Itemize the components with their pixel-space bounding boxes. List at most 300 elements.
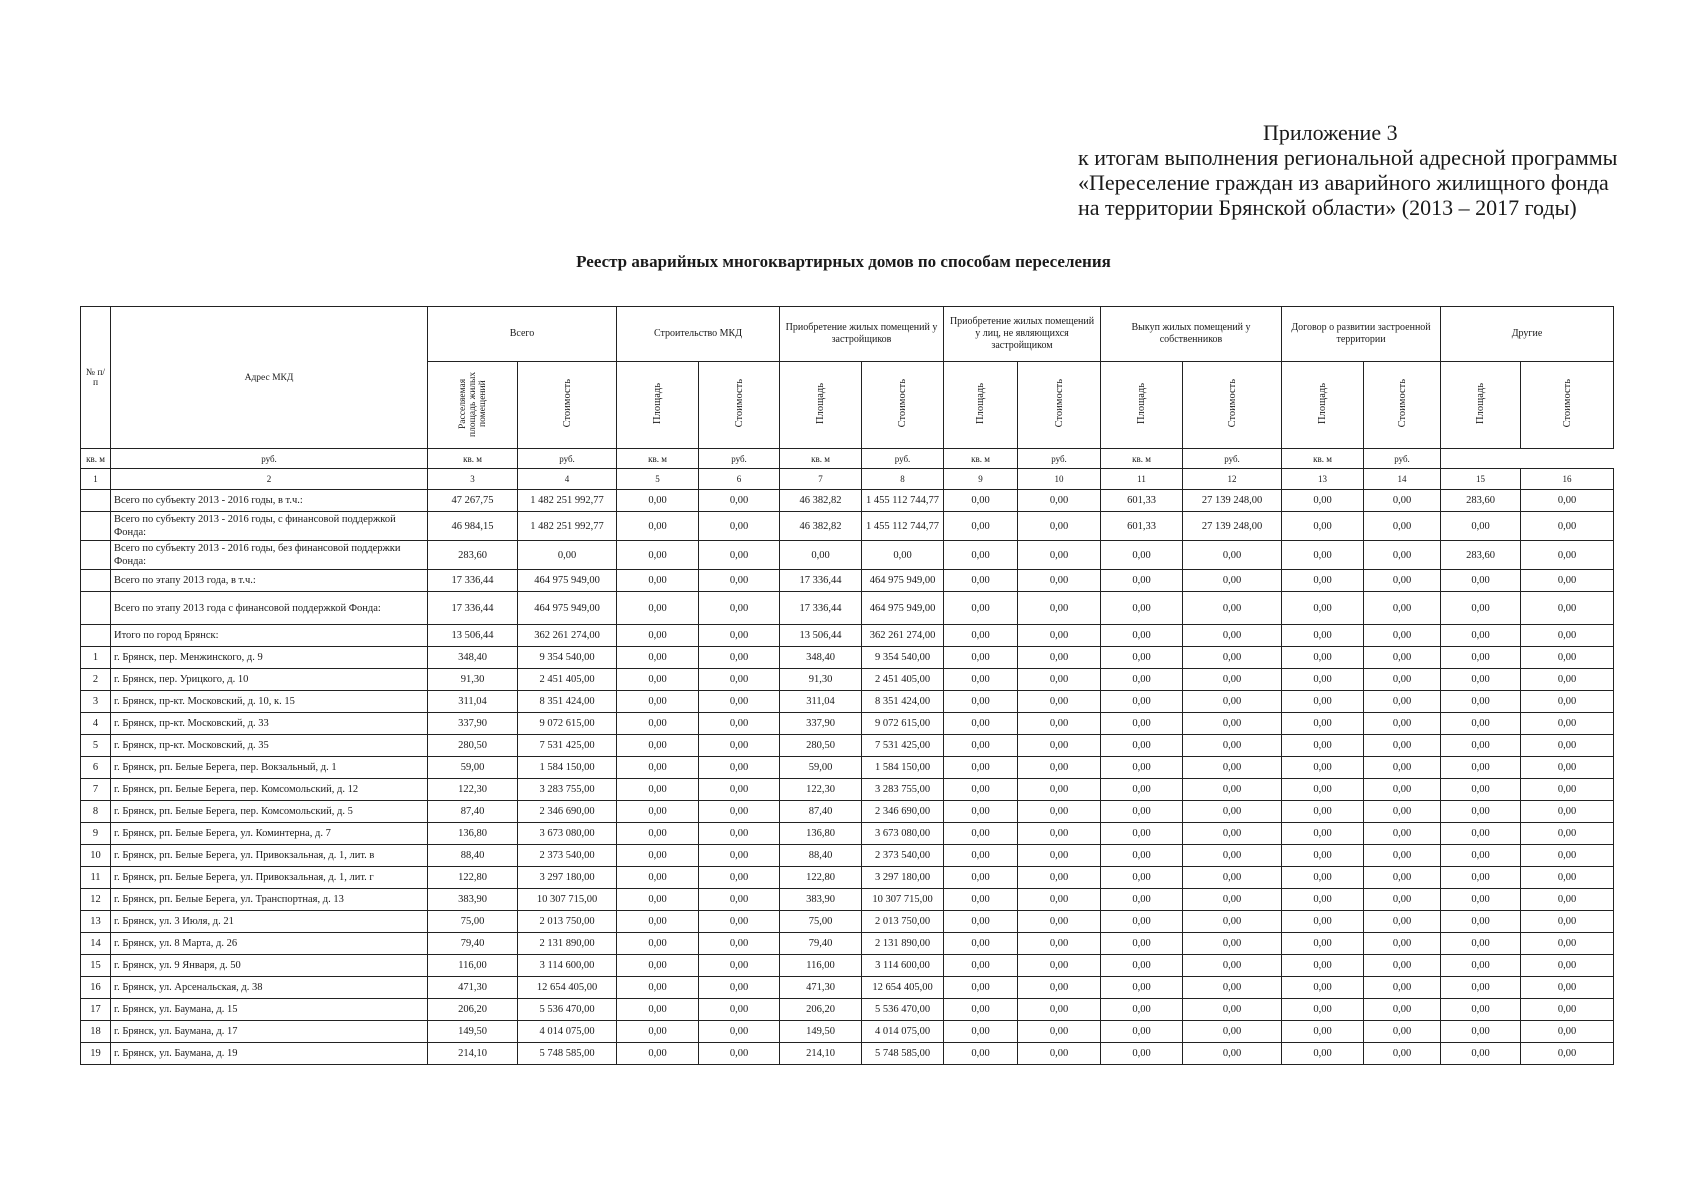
value-cell: 0,00 <box>1018 977 1101 999</box>
value-cell: 3 297 180,00 <box>518 867 617 889</box>
value-cell: 0,00 <box>1282 669 1364 691</box>
value-cell: 0,00 <box>1183 999 1282 1021</box>
value-cell: 2 373 540,00 <box>518 845 617 867</box>
value-cell: 79,40 <box>780 933 862 955</box>
registry-table <box>80 306 1614 1065</box>
col-header-number: № п/п <box>81 307 111 449</box>
value-cell: 0,00 <box>1018 1021 1101 1043</box>
table-row <box>81 845 1614 867</box>
value-cell: 464 975 949,00 <box>518 592 617 625</box>
table-row <box>81 735 1614 757</box>
subheader-cell <box>1018 362 1101 449</box>
unit-cell: руб. <box>518 449 617 469</box>
value-cell: 0,00 <box>1441 845 1521 867</box>
table-row <box>81 933 1614 955</box>
appendix-line: к итогам выполнения региональной адресной программы <box>1078 145 1618 170</box>
value-cell: 0,00 <box>617 490 699 512</box>
value-cell: 0,00 <box>1183 779 1282 801</box>
value-cell: 0,00 <box>1018 823 1101 845</box>
row-address: г. Брянск, ул. Баумана, д. 15 <box>111 999 428 1021</box>
subheader-label: Стоимость <box>561 379 573 428</box>
value-cell: 0,00 <box>699 691 780 713</box>
value-cell: 2 451 405,00 <box>862 669 944 691</box>
value-cell: 0,00 <box>1282 691 1364 713</box>
value-cell: 0,00 <box>1183 977 1282 999</box>
value-cell: 0,00 <box>1018 541 1101 570</box>
value-cell: 0,00 <box>1521 845 1614 867</box>
value-cell: 0,00 <box>1101 1021 1183 1043</box>
unit-cell: кв. м <box>780 449 862 469</box>
value-cell: 0,00 <box>1101 911 1183 933</box>
value-cell: 0,00 <box>617 867 699 889</box>
subheader-cell <box>518 362 617 449</box>
value-cell: 59,00 <box>780 757 862 779</box>
row-address: г. Брянск, пер. Менжинского, д. 9 <box>111 647 428 669</box>
value-cell: 0,00 <box>1282 592 1364 625</box>
value-cell: 5 536 470,00 <box>862 999 944 1021</box>
value-cell: 0,00 <box>1521 691 1614 713</box>
value-cell: 12 654 405,00 <box>518 977 617 999</box>
value-cell: 1 584 150,00 <box>862 757 944 779</box>
row-address: г. Брянск, рп. Белые Берега, ул. Привокзальная, д. 1, лит. г <box>111 867 428 889</box>
value-cell: 0,00 <box>1018 512 1101 541</box>
value-cell: 0,00 <box>1521 801 1614 823</box>
row-number: 17 <box>81 999 111 1021</box>
value-cell: 0,00 <box>1018 669 1101 691</box>
appendix-line: «Переселение граждан из аварийного жилищного фонда <box>1078 170 1609 195</box>
column-number-cell: 16 <box>1521 469 1614 490</box>
value-cell: 337,90 <box>780 713 862 735</box>
unit-cell: руб. <box>699 449 780 469</box>
value-cell: 0,00 <box>1018 625 1101 647</box>
value-cell: 0,00 <box>944 867 1018 889</box>
subheader-label: Стоимость <box>1561 379 1573 428</box>
value-cell: 0,00 <box>1441 1043 1521 1065</box>
value-cell: 3 114 600,00 <box>862 955 944 977</box>
row-number <box>81 512 111 541</box>
value-cell: 88,40 <box>780 845 862 867</box>
value-cell: 0,00 <box>617 669 699 691</box>
row-address: г. Брянск, рп. Белые Берега, пер. Комсомольский, д. 5 <box>111 801 428 823</box>
unit-cell: руб. <box>1183 449 1282 469</box>
column-number-cell: 6 <box>699 469 780 490</box>
row-address: г. Брянск, пер. Урицкого, д. 10 <box>111 669 428 691</box>
value-cell: 0,00 <box>1018 592 1101 625</box>
value-cell: 0,00 <box>1183 570 1282 592</box>
row-address: г. Брянск, рп. Белые Берега, ул. Привокзальная, д. 1, лит. в <box>111 845 428 867</box>
value-cell: 0,00 <box>1018 845 1101 867</box>
value-cell: 464 975 949,00 <box>862 570 944 592</box>
value-cell: 0,00 <box>1282 647 1364 669</box>
value-cell: 0,00 <box>699 867 780 889</box>
row-number: 2 <box>81 669 111 691</box>
value-cell: 87,40 <box>780 801 862 823</box>
value-cell: 471,30 <box>428 977 518 999</box>
value-cell: 0,00 <box>944 911 1018 933</box>
row-address: Всего по субъекту 2013 - 2016 годы, без финансовой поддержки Фонда: <box>111 541 428 570</box>
value-cell: 0,00 <box>1183 625 1282 647</box>
value-cell: 0,00 <box>1101 713 1183 735</box>
subheader-cell <box>1282 362 1364 449</box>
subheader-cell <box>617 362 699 449</box>
value-cell: 0,00 <box>699 669 780 691</box>
table-row <box>81 1021 1614 1043</box>
value-cell: 0,00 <box>699 801 780 823</box>
value-cell: 464 975 949,00 <box>862 592 944 625</box>
unit-cell: кв. м <box>617 449 699 469</box>
value-cell: 0,00 <box>1183 713 1282 735</box>
value-cell: 0,00 <box>1282 757 1364 779</box>
subheader-label: Стоимость <box>1396 379 1408 428</box>
value-cell: 0,00 <box>1183 801 1282 823</box>
value-cell: 75,00 <box>780 911 862 933</box>
value-cell: 5 536 470,00 <box>518 999 617 1021</box>
value-cell: 136,80 <box>428 823 518 845</box>
subheader-cell <box>1183 362 1282 449</box>
value-cell: 0,00 <box>944 713 1018 735</box>
value-cell: 362 261 274,00 <box>518 625 617 647</box>
value-cell: 0,00 <box>1441 823 1521 845</box>
value-cell: 75,00 <box>428 911 518 933</box>
value-cell: 3 673 080,00 <box>862 823 944 845</box>
value-cell: 0,00 <box>1282 955 1364 977</box>
value-cell: 3 283 755,00 <box>518 779 617 801</box>
value-cell: 0,00 <box>1521 625 1614 647</box>
value-cell: 0,00 <box>1101 541 1183 570</box>
value-cell: 0,00 <box>1364 691 1441 713</box>
row-number <box>81 541 111 570</box>
appendix-line: Приложение 3 <box>1263 120 1398 145</box>
subheader-cell <box>944 362 1018 449</box>
value-cell: 0,00 <box>1018 570 1101 592</box>
value-cell: 0,00 <box>1282 735 1364 757</box>
value-cell: 0,00 <box>617 592 699 625</box>
value-cell: 0,00 <box>1183 735 1282 757</box>
value-cell: 280,50 <box>780 735 862 757</box>
table-row <box>81 669 1614 691</box>
value-cell: 0,00 <box>1101 735 1183 757</box>
row-number: 15 <box>81 955 111 977</box>
value-cell: 0,00 <box>1018 647 1101 669</box>
table-row <box>81 911 1614 933</box>
subheader-label: Стоимость <box>1226 379 1238 428</box>
value-cell: 280,50 <box>428 735 518 757</box>
value-cell: 348,40 <box>780 647 862 669</box>
unit-cell: руб. <box>862 449 944 469</box>
table-header <box>81 307 1614 490</box>
value-cell: 0,00 <box>1183 933 1282 955</box>
value-cell: 12 654 405,00 <box>862 977 944 999</box>
value-cell: 149,50 <box>780 1021 862 1043</box>
value-cell: 27 139 248,00 <box>1183 512 1282 541</box>
registry-title: Реестр аварийных многоквартирных домов по способам переселения <box>576 252 1111 271</box>
value-cell: 91,30 <box>428 669 518 691</box>
value-cell: 0,00 <box>1521 1043 1614 1065</box>
value-cell: 0,00 <box>1101 1043 1183 1065</box>
value-cell: 0,00 <box>1364 735 1441 757</box>
value-cell: 0,00 <box>1282 977 1364 999</box>
row-number <box>81 592 111 625</box>
value-cell: 0,00 <box>1282 933 1364 955</box>
value-cell: 311,04 <box>428 691 518 713</box>
row-number: 1 <box>81 647 111 669</box>
value-cell: 0,00 <box>944 570 1018 592</box>
value-cell: 0,00 <box>1441 889 1521 911</box>
group-header: Строительство МКД <box>617 307 780 362</box>
value-cell: 0,00 <box>1521 512 1614 541</box>
value-cell: 0,00 <box>1441 625 1521 647</box>
value-cell: 0,00 <box>944 845 1018 867</box>
value-cell: 4 014 075,00 <box>518 1021 617 1043</box>
value-cell: 0,00 <box>1183 669 1282 691</box>
value-cell: 0,00 <box>1018 889 1101 911</box>
value-cell: 0,00 <box>1441 570 1521 592</box>
value-cell: 0,00 <box>1101 801 1183 823</box>
value-cell: 0,00 <box>1521 889 1614 911</box>
unit-cell: кв. м <box>944 449 1018 469</box>
unit-cell: руб. <box>111 449 428 469</box>
value-cell: 0,00 <box>1364 955 1441 977</box>
value-cell: 0,00 <box>1282 1021 1364 1043</box>
value-cell: 383,90 <box>428 889 518 911</box>
value-cell: 0,00 <box>1364 757 1441 779</box>
value-cell: 0,00 <box>1183 955 1282 977</box>
value-cell: 0,00 <box>699 490 780 512</box>
value-cell: 0,00 <box>617 845 699 867</box>
row-number: 6 <box>81 757 111 779</box>
row-address: г. Брянск, ул. Арсенальская, д. 38 <box>111 977 428 999</box>
value-cell: 0,00 <box>1521 1021 1614 1043</box>
value-cell: 0,00 <box>1018 955 1101 977</box>
row-address: г. Брянск, ул. Баумана, д. 17 <box>111 1021 428 1043</box>
value-cell: 0,00 <box>1101 757 1183 779</box>
value-cell: 0,00 <box>944 823 1018 845</box>
value-cell: 0,00 <box>1183 691 1282 713</box>
value-cell: 0,00 <box>1364 933 1441 955</box>
value-cell: 46 382,82 <box>780 490 862 512</box>
value-cell: 0,00 <box>1183 845 1282 867</box>
value-cell: 283,60 <box>1441 490 1521 512</box>
value-cell: 0,00 <box>1441 801 1521 823</box>
value-cell: 0,00 <box>1441 977 1521 999</box>
value-cell: 0,00 <box>1018 911 1101 933</box>
value-cell: 0,00 <box>617 647 699 669</box>
value-cell: 116,00 <box>428 955 518 977</box>
row-number: 13 <box>81 911 111 933</box>
value-cell: 0,00 <box>1364 999 1441 1021</box>
value-cell: 0,00 <box>1364 977 1441 999</box>
value-cell: 0,00 <box>617 955 699 977</box>
subheader-label: Площадь <box>815 383 826 424</box>
group-header: Приобретение жилых помещений у лиц, не являющихся застройщиком <box>944 307 1101 362</box>
value-cell: 0,00 <box>1101 691 1183 713</box>
value-cell: 4 014 075,00 <box>862 1021 944 1043</box>
value-cell: 0,00 <box>699 977 780 999</box>
row-number: 7 <box>81 779 111 801</box>
value-cell: 2 013 750,00 <box>518 911 617 933</box>
subheader-label: Стоимость <box>897 379 908 428</box>
value-cell: 0,00 <box>1364 911 1441 933</box>
row-address: Всего по субъекту 2013 - 2016 годы, в т.ч.: <box>111 490 428 512</box>
unit-cell: кв. м <box>428 449 518 469</box>
value-cell: 0,00 <box>1364 713 1441 735</box>
column-number-cell: 2 <box>111 469 428 490</box>
value-cell: 0,00 <box>1364 1021 1441 1043</box>
row-address: Всего по этапу 2013 года, в т.ч.: <box>111 570 428 592</box>
value-cell: 464 975 949,00 <box>518 570 617 592</box>
value-cell: 8 351 424,00 <box>518 691 617 713</box>
value-cell: 0,00 <box>944 1043 1018 1065</box>
table-body <box>81 490 1614 1065</box>
value-cell: 0,00 <box>699 713 780 735</box>
value-cell: 2 346 690,00 <box>862 801 944 823</box>
column-number-cell: 12 <box>1183 469 1282 490</box>
value-cell: 383,90 <box>780 889 862 911</box>
value-cell: 0,00 <box>1521 823 1614 845</box>
value-cell: 0,00 <box>1521 713 1614 735</box>
value-cell: 0,00 <box>1364 823 1441 845</box>
value-cell: 0,00 <box>944 1021 1018 1043</box>
value-cell: 0,00 <box>1282 911 1364 933</box>
row-number: 10 <box>81 845 111 867</box>
value-cell: 0,00 <box>1521 911 1614 933</box>
group-header: Приобретение жилых помещений у застройщиков <box>780 307 944 362</box>
value-cell: 0,00 <box>1364 669 1441 691</box>
table-row <box>81 647 1614 669</box>
value-cell: 0,00 <box>1282 801 1364 823</box>
value-cell: 0,00 <box>699 592 780 625</box>
value-cell: 1 584 150,00 <box>518 757 617 779</box>
value-cell: 0,00 <box>1441 691 1521 713</box>
value-cell: 0,00 <box>1282 490 1364 512</box>
value-cell: 0,00 <box>1018 490 1101 512</box>
row-address: г. Брянск, ул. Баумана, д. 19 <box>111 1043 428 1065</box>
value-cell: 0,00 <box>1282 845 1364 867</box>
value-cell: 0,00 <box>617 735 699 757</box>
value-cell: 0,00 <box>699 541 780 570</box>
value-cell: 88,40 <box>428 845 518 867</box>
value-cell: 0,00 <box>1018 779 1101 801</box>
value-cell: 9 072 615,00 <box>518 713 617 735</box>
value-cell: 0,00 <box>617 1021 699 1043</box>
value-cell: 1 455 112 744,77 <box>862 512 944 541</box>
row-number: 11 <box>81 867 111 889</box>
value-cell: 0,00 <box>1018 999 1101 1021</box>
value-cell: 0,00 <box>944 490 1018 512</box>
value-cell: 47 267,75 <box>428 490 518 512</box>
value-cell: 214,10 <box>780 1043 862 1065</box>
subheader-cell <box>780 362 862 449</box>
value-cell: 87,40 <box>428 801 518 823</box>
value-cell: 10 307 715,00 <box>518 889 617 911</box>
value-cell: 0,00 <box>1521 867 1614 889</box>
value-cell: 122,80 <box>428 867 518 889</box>
value-cell: 7 531 425,00 <box>862 735 944 757</box>
subheader-label: Площадь <box>1136 383 1148 424</box>
value-cell: 0,00 <box>1282 889 1364 911</box>
value-cell: 0,00 <box>1282 512 1364 541</box>
value-cell: 0,00 <box>699 735 780 757</box>
value-cell: 0,00 <box>944 512 1018 541</box>
group-header: Другие <box>1441 307 1614 362</box>
value-cell: 0,00 <box>944 669 1018 691</box>
value-cell: 0,00 <box>699 933 780 955</box>
row-address: г. Брянск, пр-кт. Московский, д. 10, к. 15 <box>111 691 428 713</box>
column-number-cell: 11 <box>1101 469 1183 490</box>
value-cell: 0,00 <box>862 541 944 570</box>
table-row <box>81 592 1614 625</box>
value-cell: 0,00 <box>1521 669 1614 691</box>
value-cell: 0,00 <box>1101 823 1183 845</box>
value-cell: 0,00 <box>699 1043 780 1065</box>
value-cell: 0,00 <box>1101 933 1183 955</box>
value-cell: 0,00 <box>944 541 1018 570</box>
value-cell: 0,00 <box>699 647 780 669</box>
value-cell: 0,00 <box>1282 823 1364 845</box>
subheader-cell <box>699 362 780 449</box>
value-cell: 0,00 <box>699 889 780 911</box>
unit-cell: кв. м <box>81 449 111 469</box>
value-cell: 0,00 <box>1282 999 1364 1021</box>
row-number: 8 <box>81 801 111 823</box>
table-row <box>81 541 1614 570</box>
value-cell: 0,00 <box>944 977 1018 999</box>
col-header-address: Адрес МКД <box>111 307 428 449</box>
table-row <box>81 691 1614 713</box>
column-number-cell: 15 <box>1441 469 1521 490</box>
row-address: г. Брянск, ул. 8 Марта, д. 26 <box>111 933 428 955</box>
value-cell: 5 748 585,00 <box>862 1043 944 1065</box>
value-cell: 0,00 <box>1101 889 1183 911</box>
row-number: 16 <box>81 977 111 999</box>
value-cell: 0,00 <box>1101 867 1183 889</box>
value-cell: 0,00 <box>617 823 699 845</box>
value-cell: 1 455 112 744,77 <box>862 490 944 512</box>
value-cell: 0,00 <box>617 691 699 713</box>
value-cell: 0,00 <box>1101 647 1183 669</box>
group-header: Выкуп жилых помещений у собственников <box>1101 307 1282 362</box>
table-row <box>81 999 1614 1021</box>
value-cell: 0,00 <box>1364 512 1441 541</box>
value-cell: 0,00 <box>1183 1043 1282 1065</box>
row-address: Всего по этапу 2013 года с финансовой поддержкой Фонда: <box>111 592 428 625</box>
value-cell: 0,00 <box>699 512 780 541</box>
value-cell: 0,00 <box>1521 757 1614 779</box>
subheader-label: Площадь <box>1317 383 1329 424</box>
value-cell: 7 531 425,00 <box>518 735 617 757</box>
value-cell: 0,00 <box>1441 512 1521 541</box>
value-cell: 8 351 424,00 <box>862 691 944 713</box>
value-cell: 0,00 <box>1101 592 1183 625</box>
value-cell: 2 131 890,00 <box>862 933 944 955</box>
row-number: 3 <box>81 691 111 713</box>
row-number <box>81 625 111 647</box>
value-cell: 0,00 <box>1521 592 1614 625</box>
value-cell: 0,00 <box>1364 541 1441 570</box>
value-cell: 283,60 <box>1441 541 1521 570</box>
value-cell: 0,00 <box>1018 713 1101 735</box>
column-number-cell: 8 <box>862 469 944 490</box>
value-cell: 0,00 <box>944 735 1018 757</box>
subheader-label: Площадь <box>652 383 663 424</box>
value-cell: 2 346 690,00 <box>518 801 617 823</box>
value-cell: 59,00 <box>428 757 518 779</box>
value-cell: 0,00 <box>1364 845 1441 867</box>
value-cell: 214,10 <box>428 1043 518 1065</box>
value-cell: 0,00 <box>1364 570 1441 592</box>
value-cell: 0,00 <box>944 779 1018 801</box>
subheader-label: Площадь <box>1475 383 1487 424</box>
